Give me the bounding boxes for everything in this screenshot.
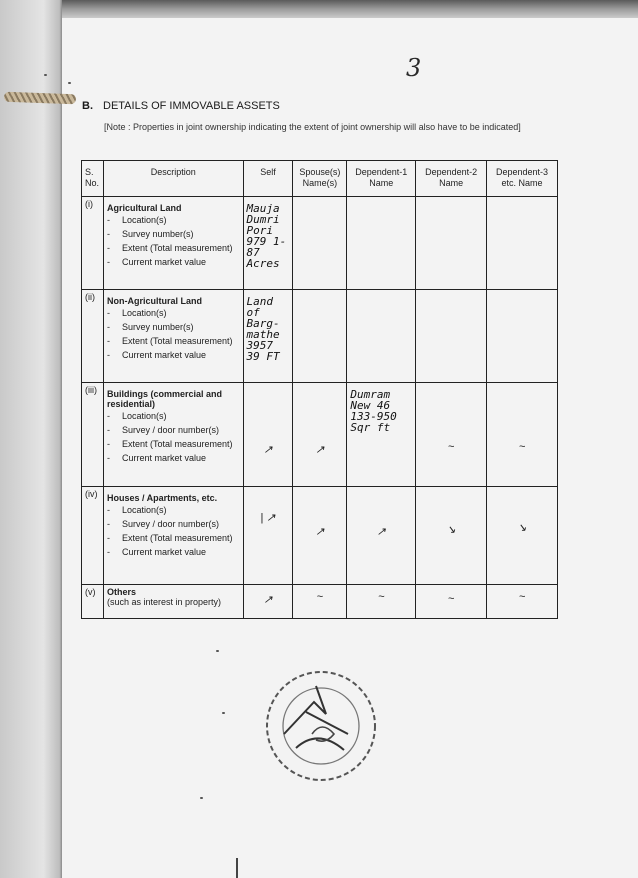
handwritten-mark: ~: [447, 593, 455, 605]
handwritten-mark: ~: [378, 591, 385, 603]
header-dependent-2: Dependent-2 Name: [416, 161, 487, 197]
list-item: - Current market value: [107, 453, 240, 463]
cell-dependent-2: [416, 290, 487, 383]
handwritten-mark: ↘: [446, 524, 456, 536]
row-sno: (iv): [82, 487, 104, 585]
cell-spouse: [293, 383, 347, 487]
seal-icon: [256, 664, 386, 790]
handwritten-mark: ↗: [263, 444, 273, 456]
cell-dependent-2: [416, 197, 487, 290]
table-row: [82, 290, 558, 383]
handwritten-mark: ~: [518, 591, 526, 603]
header-dependent-1: Dependent-1 Name: [347, 161, 416, 197]
list-item: - Current market value: [107, 350, 240, 360]
cell-spouse: [293, 290, 347, 383]
section-heading: [82, 100, 280, 112]
list-item: - Location(s): [107, 308, 240, 318]
header-dependent-3: Dependent-3 etc. Name: [487, 161, 558, 197]
immovable-assets-table: [81, 160, 558, 619]
cell-self: [243, 585, 293, 619]
handwritten-mark: ↗: [315, 526, 325, 538]
section-number: B.: [82, 100, 93, 112]
official-seal-stamp: [256, 664, 386, 795]
cell-dependent-2: [416, 383, 487, 487]
handwritten-entry: Dumram New 46 133-950 Sqr ft: [350, 388, 397, 434]
cell-self: [243, 383, 293, 487]
list-item: - Location(s): [107, 505, 240, 515]
row-category: Non-Agricultural Land: [106, 296, 202, 306]
handwritten-mark: | ↗: [260, 512, 276, 524]
list-item: - Location(s): [107, 215, 240, 225]
list-item: - Location(s): [107, 411, 240, 421]
table-row: [82, 383, 558, 487]
cell-dependent-1: [347, 487, 416, 585]
header-sno: S. No.: [82, 161, 104, 197]
row-sno: (ii): [82, 290, 104, 383]
cell-self: [243, 290, 293, 383]
cell-dependent-3: [487, 487, 558, 585]
list-item: - Current market value: [107, 547, 240, 557]
table-row: [82, 487, 558, 585]
scan-speck: [68, 82, 71, 84]
list-item: - Extent (Total measurement): [107, 336, 240, 346]
cell-dependent-1: [347, 197, 416, 290]
row-category: Buildings (commercial and residential): [106, 389, 223, 409]
list-item: - Extent (Total measurement): [107, 533, 240, 543]
scan-speck: [44, 74, 47, 76]
list-item: - Survey / door number(s): [107, 519, 240, 529]
joint-ownership-note: [Note : Properties in joint ownership indicating the extent of joint ownership will also have to be indicated]: [104, 122, 521, 132]
row-category: Houses / Apartments, etc.: [106, 493, 218, 503]
handwritten-mark: ↗: [315, 444, 325, 456]
row-subtitle: (such as interest in property): [106, 597, 222, 607]
cell-spouse: [293, 487, 347, 585]
list-item: - Current market value: [107, 257, 240, 267]
header-self: Self: [243, 161, 293, 197]
binding-spine: [0, 0, 62, 878]
cell-dependent-3: [487, 197, 558, 290]
handwritten-mark: ~: [447, 441, 455, 453]
cell-dependent-1: [347, 585, 416, 619]
row-description: [103, 585, 243, 619]
cell-spouse: [293, 585, 347, 619]
handwritten-entry: Land of Barg-mathe 3957 39 FT: [246, 295, 280, 363]
list-item: - Survey / door number(s): [107, 425, 240, 435]
header-description: Description: [103, 161, 243, 197]
row-description: [103, 290, 243, 383]
scan-mark-line: [236, 858, 238, 878]
cell-dependent-1: [347, 290, 416, 383]
cell-self: [243, 487, 293, 585]
cell-self: [243, 197, 293, 290]
page-number: 3: [406, 54, 422, 82]
table-row: [82, 197, 558, 290]
scan-speck: [222, 712, 225, 714]
list-item: - Extent (Total measurement): [107, 439, 240, 449]
list-item: - Survey number(s): [107, 322, 240, 332]
table-header-row: [82, 161, 558, 197]
row-sno: (v): [82, 585, 104, 619]
list-item: - Extent (Total measurement): [107, 243, 240, 253]
list-item: - Survey number(s): [107, 229, 240, 239]
handwritten-mark: ~: [316, 591, 324, 603]
table-row: [82, 585, 558, 619]
row-description: [103, 383, 243, 487]
cell-dependent-3: [487, 383, 558, 487]
row-sno: (iii): [82, 383, 104, 487]
scan-speck: [216, 650, 219, 652]
section-title: DETAILS OF IMMOVABLE ASSETS: [103, 100, 280, 112]
cell-dependent-1: [347, 383, 416, 487]
scan-speck: [200, 797, 203, 799]
row-category: Others: [106, 587, 136, 597]
row-description: [103, 487, 243, 585]
cell-dependent-3: [487, 585, 558, 619]
header-spouse: Spouse(s) Name(s): [293, 161, 347, 197]
cell-dependent-2: [416, 487, 487, 585]
handwritten-mark: ↗: [376, 526, 386, 538]
handwritten-mark: ↗: [263, 594, 273, 606]
handwritten-mark: ↘: [517, 522, 527, 534]
cell-dependent-3: [487, 290, 558, 383]
row-category: Agricultural Land: [106, 203, 182, 213]
row-sno: (i): [82, 197, 104, 290]
handwritten-mark: ~: [518, 441, 526, 453]
row-description: [103, 197, 243, 290]
handwritten-entry: Mauja Dumri Pori 979 1-87 Acres: [246, 202, 287, 270]
cell-spouse: [293, 197, 347, 290]
cell-dependent-2: [416, 585, 487, 619]
